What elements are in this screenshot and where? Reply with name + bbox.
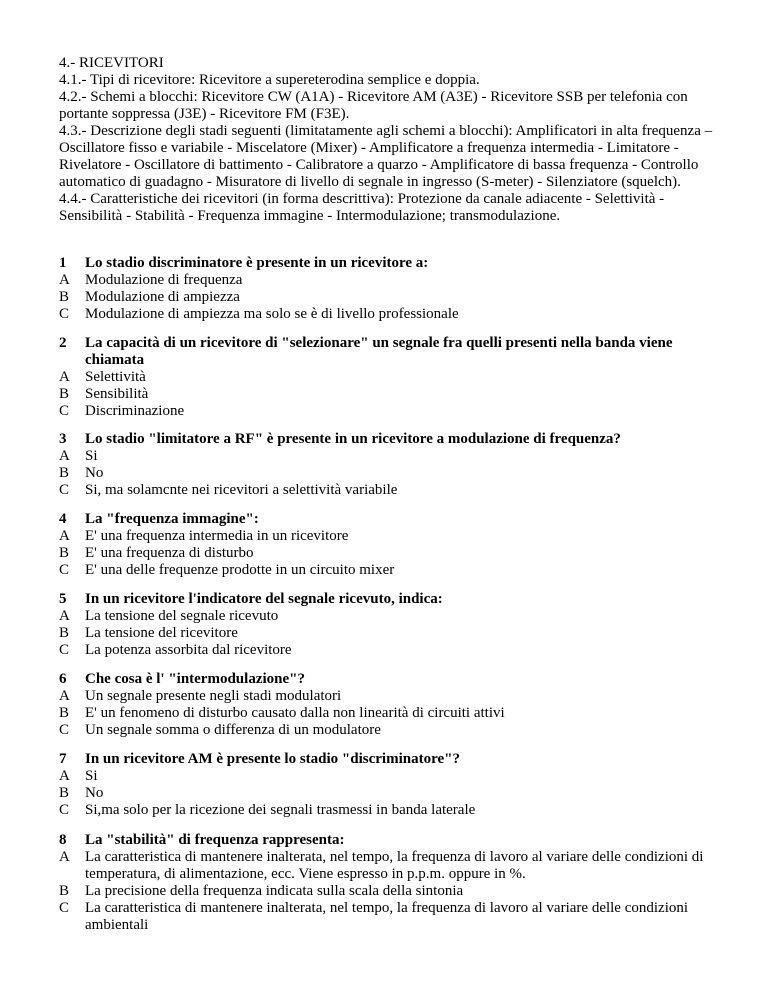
option-key: A xyxy=(59,768,70,784)
option-text: Si xyxy=(85,768,98,784)
option-text: Un segnale presente negli stadi modulatori xyxy=(85,688,342,704)
option-key: A xyxy=(59,849,70,865)
question-text: In un ricevitore AM è presente lo stadio "discriminatore"? xyxy=(85,751,460,767)
section-header xyxy=(59,55,729,225)
question-number: 2 xyxy=(59,335,67,351)
option-key: A xyxy=(59,272,70,288)
option-key: B xyxy=(59,883,70,899)
section-item-4-4: 4.4.- Caratteristiche dei ricevitori (in forma descrittiva): Protezione da canale adiacente - Selettività - Sensibilità - Stabilità - Frequenza immagine - Intermodulazione; transmodulazione. xyxy=(59,191,665,224)
option-text: Un segnale somma o differenza di un modulatore xyxy=(85,722,381,738)
option-text: Modulazione di ampiezza xyxy=(85,289,240,305)
option-key: B xyxy=(59,785,70,801)
question-number: 5 xyxy=(59,591,67,607)
option-text: No xyxy=(85,465,104,481)
section-item-4-3: 4.3.- Descrizione degli stadi seguenti (limitatamente agli schemi a blocchi): Amplificatori in alta frequenza – Oscillatore fisso e variabile - Miscelatore (Mixer) - Amplificatore a frequenza intermedia - Limitatore - Rivelatore - Oscillatore di battimento - Calibratore a quarzo - Amplificatore di bassa frequenza - Controllo automatico di guadagno - Misuratore di livello di segnale in ingresso (S-meter) - Silenziatore (squelch). xyxy=(59,123,713,190)
option-key: B xyxy=(59,545,70,561)
option-key: C xyxy=(59,306,70,322)
question-text: Lo stadio "limitatore a RF" è presente in un ricevitore a modulazione di frequenza? xyxy=(85,431,621,447)
option-key: A xyxy=(59,369,70,385)
option-text: Si, ma solamcnte nei ricevitori a selettività variabile xyxy=(85,482,398,498)
question-text: La "stabilità" di frequenza rappresenta: xyxy=(85,832,345,848)
option-key: C xyxy=(59,482,70,498)
question-4 xyxy=(59,511,719,579)
question-1 xyxy=(59,255,719,323)
question-2 xyxy=(59,335,719,420)
question-number: 6 xyxy=(59,671,67,687)
option-key: A xyxy=(59,528,70,544)
option-key: B xyxy=(59,705,70,721)
question-number: 7 xyxy=(59,751,67,767)
option-text: La caratteristica di mantenere inalterata, nel tempo, la frequenza di lavoro al variare delle condizioni ambientali xyxy=(85,900,689,933)
question-text: La capacità di un ricevitore di "selezionare" un segnale fra quelli presenti nella banda viene chiamata xyxy=(85,335,673,368)
option-text: Si xyxy=(85,448,98,464)
question-6 xyxy=(59,671,719,739)
question-5 xyxy=(59,591,719,659)
option-key: B xyxy=(59,465,70,481)
option-key: C xyxy=(59,802,70,818)
question-text: Lo stadio discriminatore è presente in un ricevitore a: xyxy=(85,255,429,271)
question-number: 1 xyxy=(59,255,67,271)
option-text: La tensione del ricevitore xyxy=(85,625,238,641)
question-number: 4 xyxy=(59,511,67,527)
option-text: La caratteristica di mantenere inalterata, nel tempo, la frequenza di lavoro al variare delle condizioni di temperatura, di alimentazione, ecc. Viene espresso in p.p.m. oppure in %. xyxy=(85,849,704,882)
option-text: E' una frequenza intermedia in un ricevitore xyxy=(85,528,349,544)
option-text: Discriminazione xyxy=(85,403,185,419)
option-key: C xyxy=(59,900,70,916)
option-text: Selettività xyxy=(85,369,146,385)
question-number: 3 xyxy=(59,431,67,447)
question-text: In un ricevitore l'indicatore del segnale ricevuto, indica: xyxy=(85,591,443,607)
option-key: A xyxy=(59,448,70,464)
option-text: No xyxy=(85,785,104,801)
option-text: Si,ma solo per la ricezione dei segnali trasmessi in banda laterale xyxy=(85,802,476,818)
question-8 xyxy=(59,832,719,934)
section-title: 4.- RICEVITORI xyxy=(59,55,164,71)
option-key: C xyxy=(59,403,70,419)
option-key: A xyxy=(59,688,70,704)
section-item-4-2: 4.2.- Schemi a blocchi: Ricevitore CW (A1A) - Ricevitore AM (A3E) - Ricevitore SSB per telefonia con portante soppressa (J3E) - Ricevitore FM (F3E). xyxy=(59,89,688,122)
question-text: La "frequenza immagine": xyxy=(85,511,259,527)
option-text: La precisione della frequenza indicata sulla scala della sintonia xyxy=(85,883,464,899)
option-text: La potenza assorbita dal ricevitore xyxy=(85,642,292,658)
question-7 xyxy=(59,751,719,819)
option-text: E' un fenomeno di disturbo causato dalla non linearità di circuiti attivi xyxy=(85,705,505,721)
option-key: B xyxy=(59,386,70,402)
option-text: Modulazione di frequenza xyxy=(85,272,243,288)
option-key: C xyxy=(59,642,70,658)
option-text: E' una delle frequenze prodotte in un circuito mixer xyxy=(85,562,395,578)
option-text: E' una frequenza di disturbo xyxy=(85,545,254,561)
question-number: 8 xyxy=(59,832,67,848)
option-key: C xyxy=(59,562,70,578)
option-text: Sensibilità xyxy=(85,386,149,402)
option-key: B xyxy=(59,289,70,305)
question-3 xyxy=(59,431,719,499)
option-key: A xyxy=(59,608,70,624)
section-item-4-1: 4.1.- Tipi di ricevitore: Ricevitore a supereterodina semplice e doppia. xyxy=(59,72,480,88)
option-key: B xyxy=(59,625,70,641)
option-text: La tensione del segnale ricevuto xyxy=(85,608,279,624)
option-key: C xyxy=(59,722,70,738)
option-text: Modulazione di ampiezza ma solo se è di livello professionale xyxy=(85,306,459,322)
question-text: Che cosa è l' "intermodulazione"? xyxy=(85,671,305,687)
